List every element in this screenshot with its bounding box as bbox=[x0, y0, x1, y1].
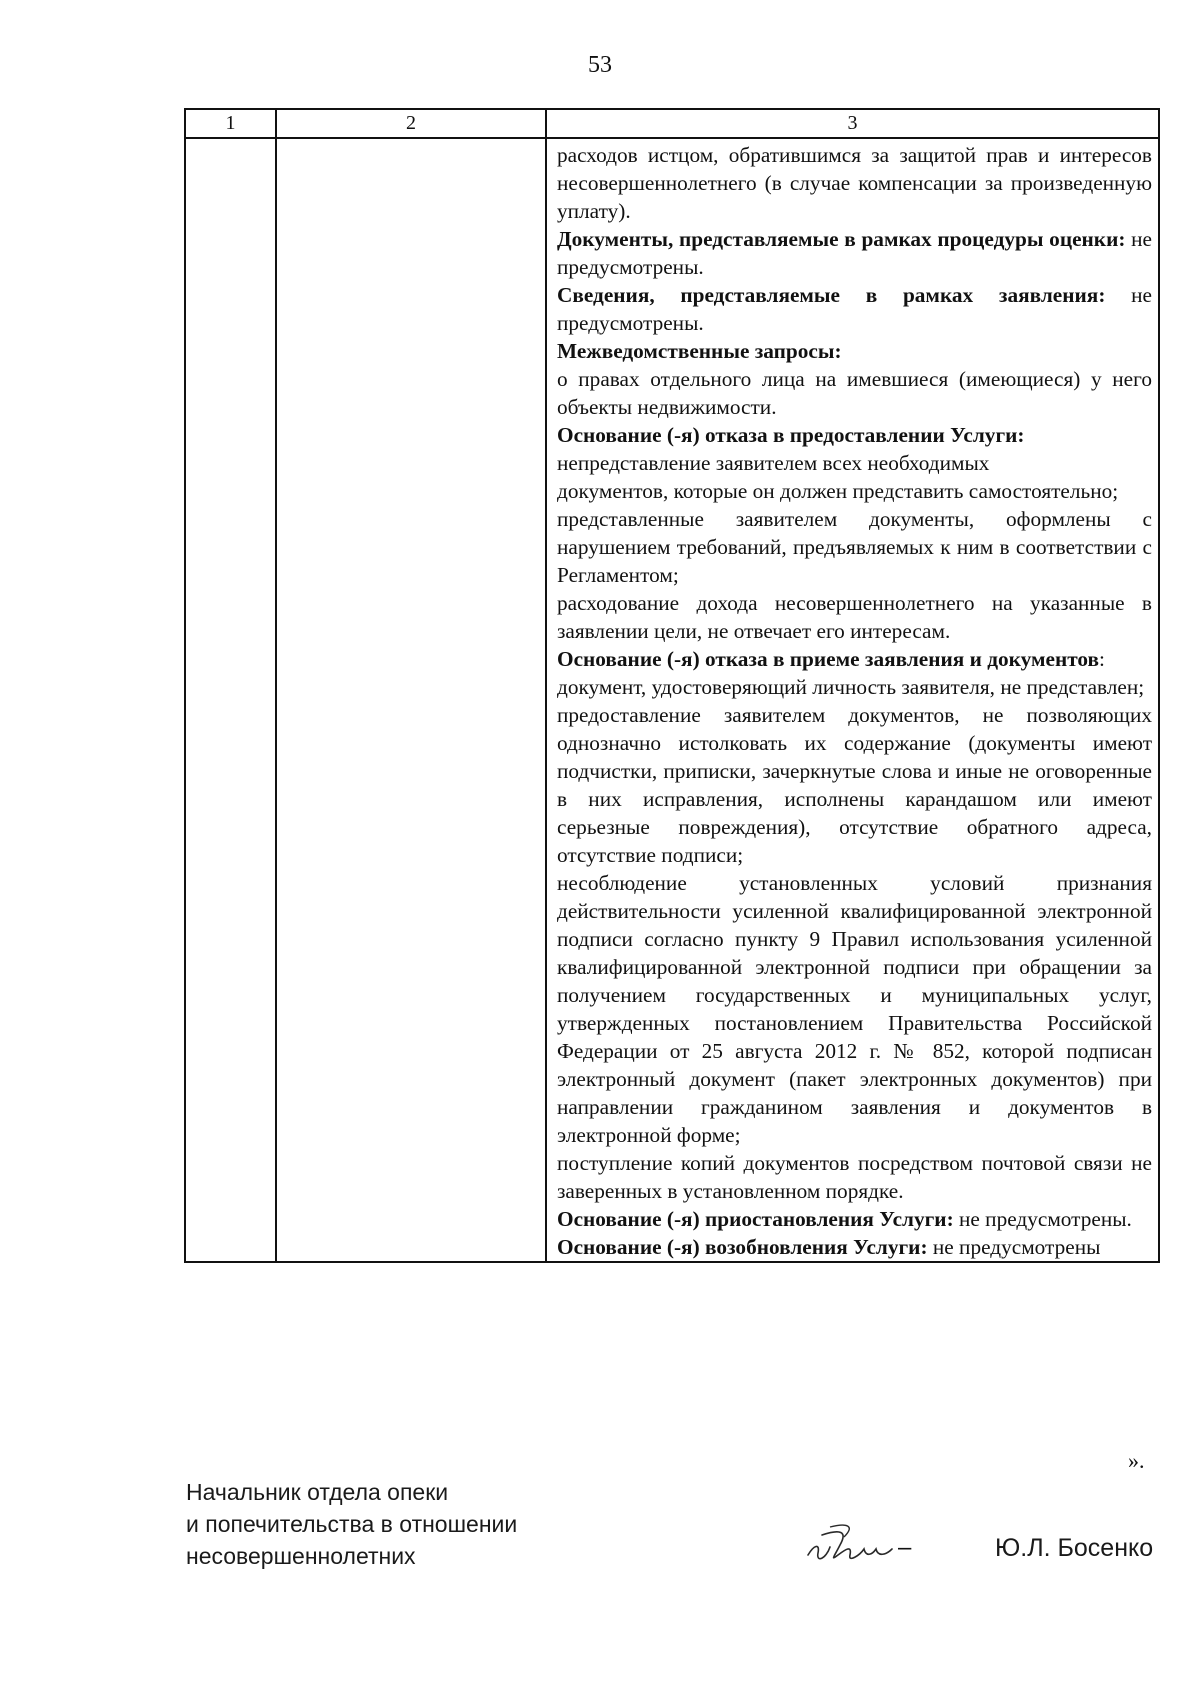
column-header-3: 3 bbox=[546, 109, 1159, 138]
paragraph bbox=[557, 477, 1152, 505]
paragraph-text: несоблюдение установленных условий признания действительности усиленной квалифицированной электронной подписи согласно пункту 9 Правил использования усиленной квалифицированной электронной подписи при обращении за получением государственных и муниципальных услуг, утвержденных постановлением Правительства Российской Федерации от 25 августа 2012 г. № 852, которой подписан электронный документ (пакет электронных документов) при направлении гражданином заявления и документов в электронной форме; bbox=[557, 871, 1152, 1147]
column-header-2: 2 bbox=[276, 109, 546, 138]
cell-column-2 bbox=[276, 138, 546, 1262]
position-line: несовершеннолетних bbox=[186, 1543, 416, 1569]
paragraph-heading: Основание (-я) отказа в предоставлении Услуги: bbox=[557, 423, 1025, 447]
paragraph-text: не предусмотрены. bbox=[953, 1207, 1132, 1231]
paragraph bbox=[557, 1205, 1152, 1233]
paragraph bbox=[557, 225, 1152, 281]
signature-dash: – bbox=[898, 1534, 912, 1561]
document-table bbox=[184, 108, 1160, 1263]
paragraph bbox=[557, 421, 1152, 449]
column-header-1: 1 bbox=[185, 109, 276, 138]
paragraph-text: о правах отдельного лица на имевшиеся (имеющиеся) у него объекты недвижимости. bbox=[557, 367, 1152, 419]
table-row bbox=[185, 138, 1159, 1262]
paragraph-heading: Документы, представляемые в рамках процедуры оценки: bbox=[557, 227, 1126, 251]
paragraph bbox=[557, 673, 1152, 701]
paragraph-text: непредставление заявителем всех необходимых bbox=[557, 451, 990, 475]
signatory-position bbox=[186, 1476, 517, 1572]
paragraph-heading: Межведомственные запросы: bbox=[557, 339, 842, 363]
signer-name: Ю.Л. Босенко bbox=[995, 1534, 1154, 1562]
page-number: 53 bbox=[588, 52, 612, 78]
paragraph-text: не предусмотрены bbox=[927, 1235, 1101, 1259]
paragraph bbox=[557, 701, 1152, 869]
paragraph-text: : bbox=[1099, 647, 1105, 671]
paragraph-heading: Сведения, представляемые в рамках заявления: bbox=[557, 283, 1106, 307]
paragraph bbox=[557, 1149, 1152, 1205]
paragraph-text: документ, удостоверяющий личность заявителя, не представлен; bbox=[557, 675, 1145, 699]
paragraph bbox=[557, 1233, 1152, 1261]
paragraph-text: представленные заявителем документы, оформлены с нарушением требований, предъявляемых к ним в соответствии с Регламентом; bbox=[557, 507, 1152, 587]
paragraph-text: не предусмотрены. bbox=[557, 227, 1152, 279]
paragraph-heading: Основание (-я) отказа в приеме заявления и документов bbox=[557, 647, 1100, 671]
paragraph bbox=[557, 645, 1152, 673]
paragraph-text: поступление копий документов посредством почтовой связи не заверенных в установленном порядке. bbox=[557, 1151, 1152, 1203]
paragraph bbox=[557, 505, 1152, 589]
position-line: Начальник отдела опеки bbox=[186, 1479, 449, 1505]
paragraph bbox=[557, 449, 1152, 477]
position-line: и попечительства в отношении bbox=[186, 1511, 518, 1537]
column-3-content bbox=[547, 139, 1158, 1261]
paragraph bbox=[557, 141, 1152, 225]
cell-column-1 bbox=[185, 138, 276, 1262]
paragraph-text: предоставление заявителем документов, не позволяющих однозначно истолковать их содержание (документы имеют подчистки, приписки, зачеркнутые слова и иные не оговоренные в них исправления, исполнены карандашом или имеют серьезные повреждения), отсутствие обратного адреса, отсутствие подписи; bbox=[557, 703, 1152, 867]
paragraph bbox=[557, 281, 1152, 337]
handwritten-signature bbox=[800, 1515, 910, 1575]
paragraph bbox=[557, 869, 1152, 1149]
paragraph-text: расходование дохода несовершеннолетнего на указанные в заявлении цели, не отвечает его интересам. bbox=[557, 591, 1152, 643]
paragraph bbox=[557, 337, 1152, 365]
paragraph-text: документов, которые он должен представить самостоятельно; bbox=[557, 479, 1119, 503]
paragraph-heading: Основание (-я) возобновления Услуги: bbox=[557, 1235, 928, 1259]
closing-quote: ». bbox=[1128, 1448, 1145, 1473]
paragraph-heading: Основание (-я) приостановления Услуги: bbox=[557, 1207, 954, 1231]
paragraph bbox=[557, 365, 1152, 421]
table-header-row bbox=[185, 109, 1159, 138]
paragraph-text: расходов истцом, обратившимся за защитой прав и интересов несовершеннолетнего (в случае компенсации за произведенную уплату). bbox=[557, 143, 1152, 223]
paragraph-text: не предусмотрены. bbox=[557, 283, 1152, 335]
paragraph bbox=[557, 589, 1152, 645]
cell-column-3 bbox=[546, 138, 1159, 1262]
